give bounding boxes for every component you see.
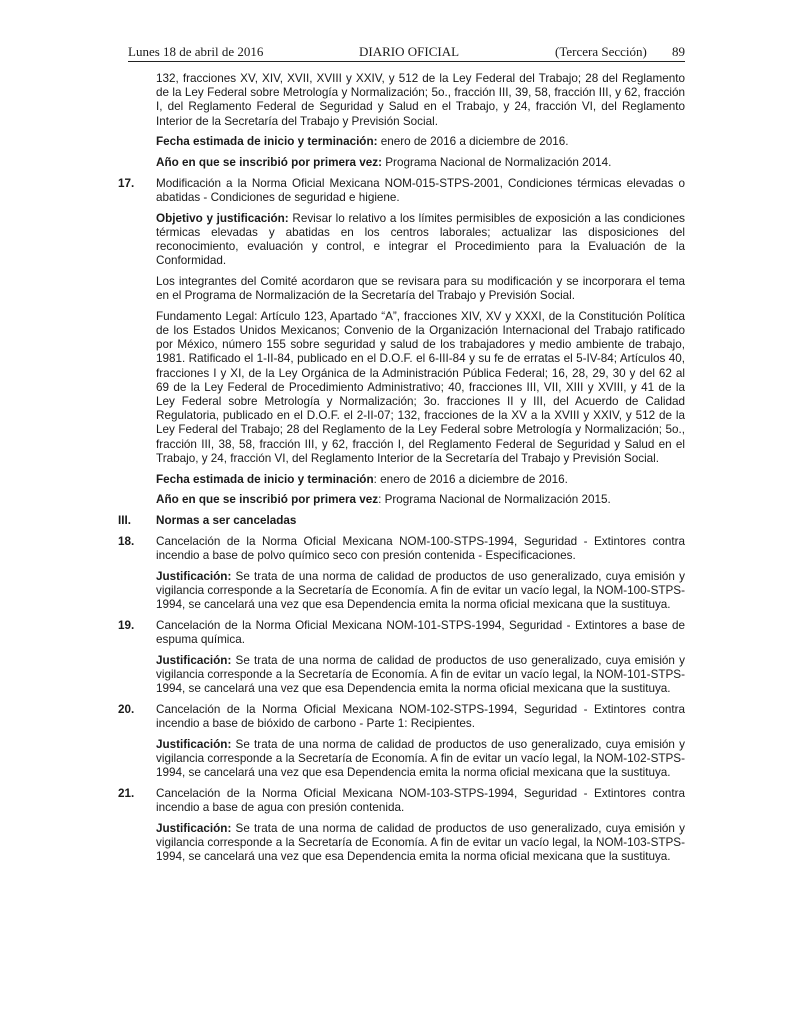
justificacion-text: Se trata de una norma de calidad de productos de uso generalizado, cuya emisión y vigilancia corresponde a la Secretaría de Economía. A fin de evitar un vacío legal, la NOM-101-STPS-1994, se cancelará una vez que esa Dependencia emita la norma oficial mexicana que la sustituya. bbox=[156, 653, 685, 696]
section-number: III. bbox=[118, 513, 131, 527]
justificacion-text: Se trata de una norma de calidad de productos de uso generalizado, cuya emisión y vigilancia corresponde a la Secretaría de Economía. A fin de evitar un vacío legal, la NOM-102-STPS-1994, se cancelará una vez que esa Dependencia emita la norma oficial mexicana que la sustituya. bbox=[156, 737, 685, 780]
intro-fecha-label: Fecha estimada de inicio y terminación: bbox=[156, 135, 378, 149]
objetivo-label: Objetivo y justificación: bbox=[156, 211, 289, 225]
justificacion-text: Se trata de una norma de calidad de productos de uso generalizado, cuya emisión y vigilancia corresponde a la Secretaría de Economía. A fin de evitar un vacío legal, la NOM-100-STPS-1994, se cancelará una vez que esa Dependencia emita la norma oficial mexicana que la sustituya. bbox=[156, 569, 685, 611]
item-17-fundamento: Fundamento Legal: Artículo 123, Apartado “A”, fracciones XIV, XV y XXXI, de la Constitución Política de los Estados Unidos Mexicanos; Convenio de la Organización Internacional del Trabajo ratificado por México, número 155 sobre seguridad y salud de los trabajadores y medio ambiente de trabajo, 1981. Ratificado el 1-II-84, publicado en el D.O.F. el 6-III-84 y su fe de erratas el 5-IV-84; Artículos 40, fracciones I y XI, de la Ley Orgánica de la Administración Pública Federal; 16, 28, 29, 30 y del 62 al 69 de la Ley Federal de Procedimiento Administrativo; 40, fracciones III, VII, XIII y XVIII, y 41 de la Ley Federal sobre Metrología y Normalización; 3o. fracciones II y III, del Acuerdo de Calidad Regulatoria, publicado en el D.O.F. el 2-II-07; 132, fracciones de la XV a la XVIII y XXIV, y 512 de la Ley Federal del Trabajo; 28 del Reglamento de la Ley Federal sobre Metrología y Normalización; 5o., fracción III, 38, 58, fracción III, y 62, fracción I, del Reglamento Federal de Seguridad y Salud en el Trabajo, y 24, fracción VI, del Reglamento Interior de la Secretaría del Trabajo y Previsión Social. bbox=[156, 309, 685, 465]
item-18-justificacion bbox=[156, 570, 685, 613]
item-18 bbox=[118, 535, 685, 563]
page-header bbox=[128, 44, 685, 62]
anio-text: : Programa Nacional de Normalización 2015. bbox=[378, 493, 611, 507]
justificacion-label: Justificación: bbox=[156, 737, 232, 751]
section-title: Normas a ser canceladas bbox=[156, 513, 297, 527]
item-17-anio bbox=[156, 493, 685, 507]
item-19-justificacion bbox=[156, 654, 685, 697]
fecha-label: Fecha estimada de inicio y terminación bbox=[156, 472, 374, 486]
intro-paragraph: 132, fracciones XV, XIV, XVII, XVIII y XXIV, y 512 de la Ley Federal del Trabajo; 28 del Reglamento de la Ley Federal sobre Metrología y Normalización; 5o., fracción III, 39, 58, fracción III, y 62, fracción I, del Reglamento Federal de Seguridad y Salud en el Trabajo, y 24, fracción VI, del Reglamento Interior de la Secretaría del Trabajo y Previsión Social. bbox=[156, 72, 685, 128]
item-text: Cancelación de la Norma Oficial Mexicana NOM-100-STPS-1994, Seguridad - Extintores contra incendio a base de polvo químico seco con presión contenida - Especificaciones. bbox=[156, 534, 685, 562]
justificacion-label: Justificación: bbox=[156, 569, 232, 583]
header-rule bbox=[128, 61, 685, 62]
header-date: Lunes 18 de abril de 2016 bbox=[128, 44, 264, 59]
item-number: 21. bbox=[118, 786, 135, 800]
item-number: 19. bbox=[118, 618, 135, 632]
item-number: 20. bbox=[118, 702, 135, 716]
item-21-justificacion bbox=[156, 822, 685, 865]
item-text: Cancelación de la Norma Oficial Mexicana NOM-103-STPS-1994, Seguridad - Extintores contra incendio a base de agua con presión contenida. bbox=[156, 786, 685, 814]
intro-fecha-text: enero de 2016 a diciembre de 2016. bbox=[377, 135, 569, 149]
header-page-number: 89 bbox=[672, 44, 685, 59]
justificacion-label: Justificación: bbox=[156, 653, 232, 667]
intro-fecha bbox=[156, 135, 685, 149]
item-number: 18. bbox=[118, 534, 135, 548]
item-number: 17. bbox=[118, 176, 135, 190]
item-text: Cancelación de la Norma Oficial Mexicana NOM-101-STPS-1994, Seguridad - Extintores a base de espuma química. bbox=[156, 618, 685, 646]
item-20 bbox=[118, 703, 685, 731]
intro-anio bbox=[156, 156, 685, 170]
justificacion-text: Se trata de una norma de calidad de productos de uso generalizado, cuya emisión y vigilancia corresponde a la Secretaría de Economía. A fin de evitar un vacío legal, la NOM-103-STPS-1994, se cancelará una vez que esa Dependencia emita la norma oficial mexicana que la sustituya. bbox=[156, 821, 685, 864]
header-section: (Tercera Sección) bbox=[555, 44, 647, 59]
item-17-integrantes: Los integrantes del Comité acordaron que se revisara para su modificación y se incorporara el tema en el Programa de Normalización de la Secretaría del Trabajo y Previsión Social. bbox=[156, 274, 685, 303]
justificacion-label: Justificación: bbox=[156, 821, 232, 835]
section-heading bbox=[118, 514, 685, 528]
item-text: Modificación a la Norma Oficial Mexicana NOM-015-STPS-2001, Condiciones térmicas elevadas o abatidas - Condiciones de seguridad e higiene. bbox=[156, 176, 685, 204]
intro-anio-label: Año en que se inscribió por primera vez: bbox=[156, 156, 383, 170]
objetivo-text: Revisar lo relativo a los límites permisibles de exposición a las condiciones térmicas elevadas y abatidas en los centros laborales; actualizar las disposiciones del reconocimiento, evaluación y control, e integrar el Procedimiento para la Evaluación de la Conformidad. bbox=[156, 211, 685, 268]
fecha-text: : enero de 2016 a diciembre de 2016. bbox=[373, 472, 568, 486]
item-21 bbox=[118, 787, 685, 815]
item-17 bbox=[118, 177, 685, 205]
item-text: Cancelación de la Norma Oficial Mexicana NOM-102-STPS-1994, Seguridad - Extintores contra incendio a base de bióxido de carbono - Parte 1: Recipientes. bbox=[156, 702, 685, 730]
item-19 bbox=[118, 619, 685, 647]
intro-anio-text: Programa Nacional de Normalización 2014. bbox=[382, 156, 612, 170]
document-body bbox=[118, 72, 685, 871]
header-title: DIARIO OFICIAL bbox=[359, 44, 460, 59]
item-20-justificacion bbox=[156, 738, 685, 781]
anio-label: Año en que se inscribió por primera vez bbox=[156, 493, 379, 507]
item-17-fecha bbox=[156, 473, 685, 487]
item-17-objetivo bbox=[156, 212, 685, 269]
